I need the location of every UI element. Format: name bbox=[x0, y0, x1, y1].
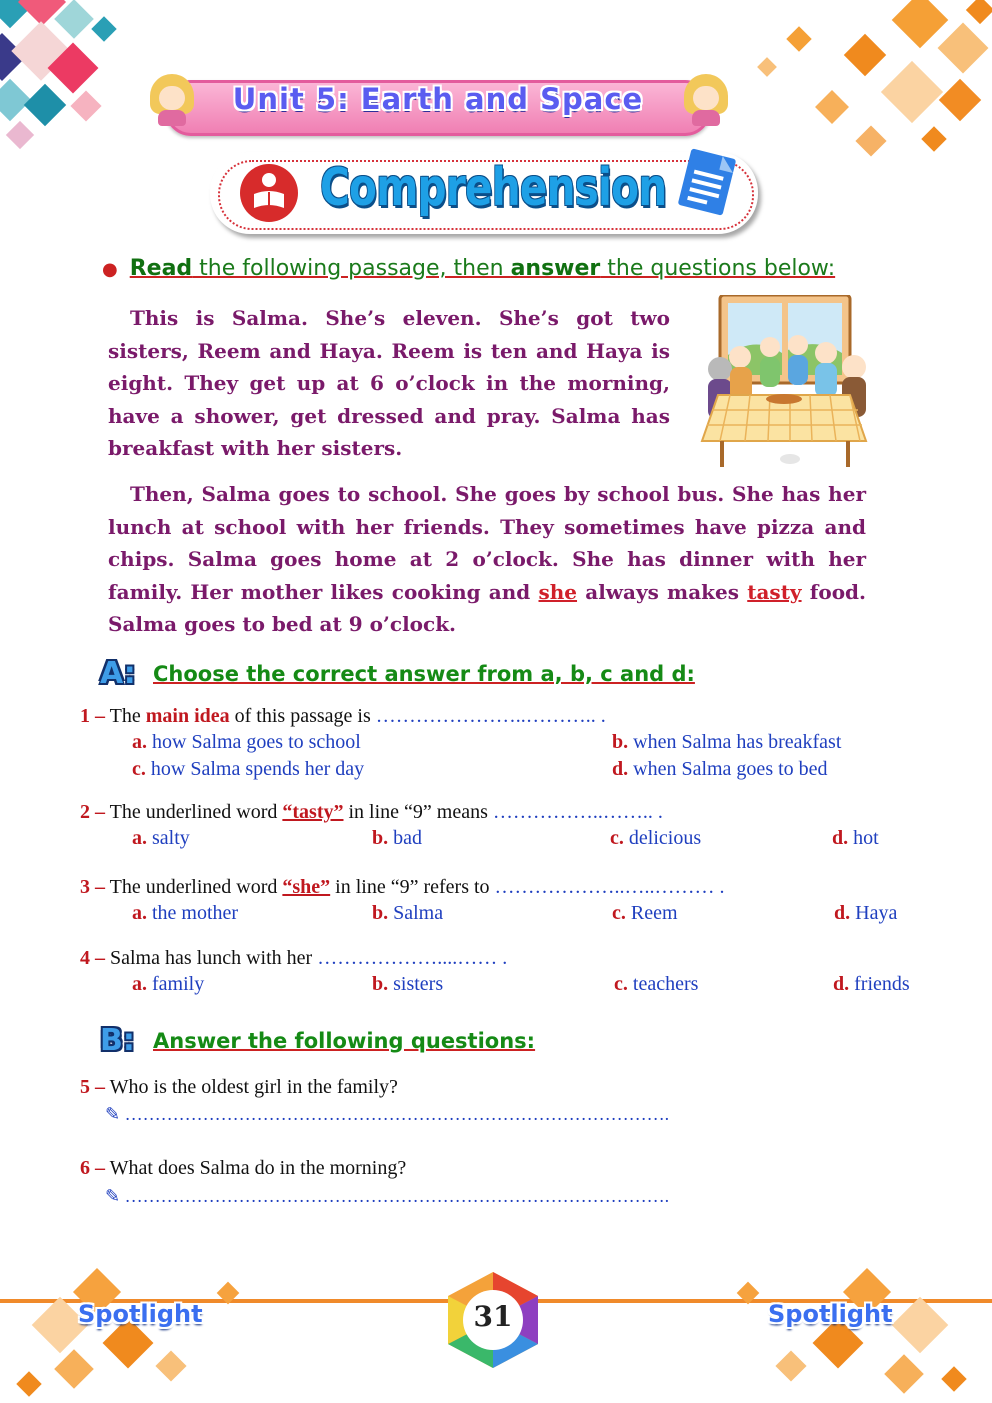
q1-option-a[interactable]: a. how Salma goes to school bbox=[132, 731, 361, 753]
q6-answer-line[interactable]: ✎ ………………………………………………………………………………. bbox=[105, 1186, 670, 1206]
q4-option-b[interactable]: b. sisters bbox=[372, 973, 444, 995]
answer-blank[interactable]: ……………..…….. . bbox=[492, 801, 663, 823]
section-b-title: Answer the following questions: bbox=[153, 1029, 536, 1053]
family-picture bbox=[690, 295, 880, 471]
q3-option-c[interactable]: c. Reem bbox=[612, 902, 678, 924]
question-3: 3 – The underlined word “she” in line “9” refers to ………………..…..……… . bbox=[80, 876, 725, 898]
question-1: 1 – The main idea of this passage is …………………..……….. . bbox=[80, 705, 606, 727]
underlined-word-tasty: tasty bbox=[747, 579, 802, 604]
q3-option-b[interactable]: b. Salma bbox=[372, 902, 444, 924]
passage-paragraph-1: This is Salma. She’s eleven. She’s got two sisters, Reem and Haya. Reem is ten and Haya is eight. They get up at 6 o’clock in the morning, have a shower, get dressed and pray. Salma has breakfast with her sisters. bbox=[108, 306, 670, 460]
footer-brand-right: Spotlight bbox=[768, 1300, 893, 1328]
pencil-icon: ✎ bbox=[105, 1186, 121, 1206]
section-a-letter: A: bbox=[100, 656, 136, 691]
q2-option-a[interactable]: a. salty bbox=[132, 827, 190, 849]
question-5: 5 – Who is the oldest girl in the family? bbox=[80, 1076, 398, 1098]
answer-blank[interactable]: ………………....…… . bbox=[317, 947, 508, 969]
passage-paragraph-2: Then, Salma goes to school. She goes by school bus. She has her lunch at school with her friends. They sometimes have pizza and chips. Salma goes home at 2 o’clock. She has dinner with her family. Her mother likes cooking and she always makes tasty food. Salma goes to bed at 9 o’clock. bbox=[108, 482, 866, 636]
q1-option-c[interactable]: c. how Salma spends her day bbox=[132, 758, 365, 780]
q4-option-c[interactable]: c. teachers bbox=[614, 973, 699, 995]
unit-title: Unit 5: Earth and Space bbox=[232, 82, 644, 116]
section-b-letter: B: bbox=[100, 1023, 135, 1058]
answer-blank[interactable]: ………………..…..……… . bbox=[494, 876, 725, 898]
section-a-title: Choose the correct answer from a, b, c and d: bbox=[153, 662, 695, 686]
instruction: ● Read the following passage, then answer the questions below: bbox=[102, 256, 836, 281]
q4-option-a[interactable]: a. family bbox=[132, 973, 205, 995]
q5-answer-line[interactable]: ✎ ………………………………………………………………………………. bbox=[105, 1104, 670, 1124]
q4-option-d[interactable]: d. friends bbox=[833, 973, 910, 995]
question-4: 4 – Salma has lunch with her ………………....…… . bbox=[80, 947, 508, 969]
corner-decoration-top-left bbox=[0, 0, 130, 160]
q1-option-d[interactable]: d. when Salma goes to bed bbox=[612, 758, 828, 780]
bullet-icon: ● bbox=[102, 259, 118, 280]
underlined-word-she: she bbox=[538, 579, 578, 604]
answer-blank[interactable]: …………………..……….. . bbox=[375, 705, 606, 727]
q1-option-b[interactable]: b. when Salma has breakfast bbox=[612, 731, 842, 753]
q2-option-d[interactable]: d. hot bbox=[832, 827, 879, 849]
footer-decoration-right bbox=[720, 1265, 980, 1403]
q2-option-b[interactable]: b. bad bbox=[372, 827, 423, 849]
reading-icon bbox=[240, 164, 298, 222]
question-2: 2 – The underlined word “tasty” in line “9” means ……………..…….. . bbox=[80, 801, 663, 823]
corner-decoration-top-right bbox=[730, 0, 992, 170]
footer-brand-left: Spotlight bbox=[78, 1300, 203, 1328]
pencil-icon: ✎ bbox=[105, 1104, 121, 1124]
section-title: Comprehension bbox=[320, 158, 667, 218]
question-6: 6 – What does Salma do in the morning? bbox=[80, 1157, 407, 1179]
page-number: 31 bbox=[473, 1300, 513, 1333]
q3-option-a[interactable]: a. the mother bbox=[132, 902, 239, 924]
q2-option-c[interactable]: c. delicious bbox=[610, 827, 702, 849]
footer-decoration-left bbox=[20, 1265, 260, 1403]
q3-option-d[interactable]: d. Haya bbox=[834, 902, 898, 924]
